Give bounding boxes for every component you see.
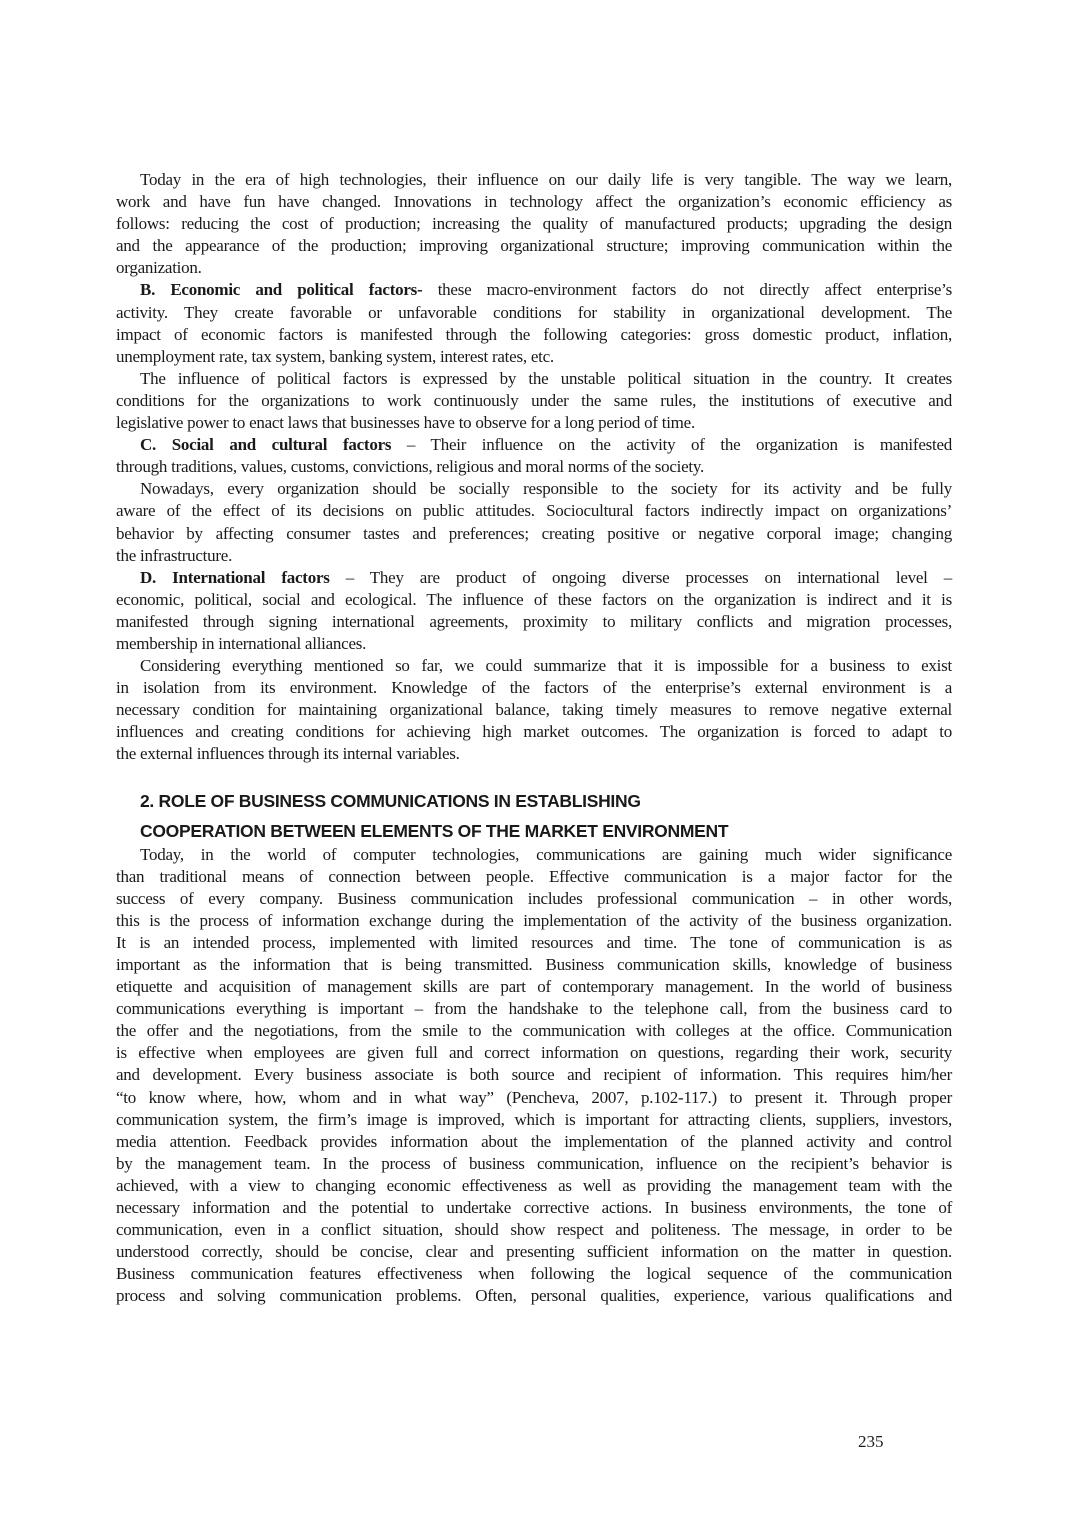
line-text: the offer and the negotiations, from the smile to the communication with colleges at the office. Communication [116, 1021, 952, 1041]
paragraph [116, 478, 952, 566]
line-text: media attention. Feedback provides information about the implementation of the planned activity and control [116, 1131, 952, 1151]
line-text: process and solving communication problems. Often, personal qualities, experience, various qualifications and [116, 1286, 952, 1306]
text-line [116, 213, 952, 235]
paragraph [116, 434, 952, 478]
text-line [116, 677, 952, 699]
line-text: economic, political, social and ecological. The influence of these factors on the organization is indirect and it is [116, 589, 952, 609]
text-line [116, 1219, 952, 1241]
paragraph [116, 169, 952, 279]
text-line [116, 1109, 952, 1131]
line-text: Business communication features effectiveness when following the logical sequence of the communication [116, 1264, 952, 1284]
line-text: in isolation from its environment. Knowledge of the factors of the enterprise’s external environment is a [116, 678, 952, 698]
text-line [116, 1131, 952, 1153]
line-text: manifested through signing international agreements, proximity to military conflicts and migration processes, [116, 611, 952, 631]
line-text: and the appearance of the production; improving organizational structure; improving communication within the [116, 236, 952, 256]
line-text: – Their influence on the activity of the organization is manifested [391, 435, 952, 455]
text-line [116, 1064, 952, 1086]
line-text: success of every company. Business communication includes professional communication – in other words, [116, 888, 952, 908]
heading-line: 2. ROLE OF BUSINESS COMMUNICATIONS IN ESTABLISHING [140, 790, 641, 811]
line-text: the external influences through its internal variables. [116, 744, 460, 764]
line-text: understood correctly, should be concise, clear and presenting sufficient information on the matter in question. [116, 1242, 952, 1262]
text-line [116, 1197, 952, 1219]
text-line [116, 169, 952, 191]
text-line [116, 1285, 952, 1307]
line-text: legislative power to enact laws that businesses have to observe for a long period of time. [116, 413, 695, 433]
text-line [116, 346, 952, 368]
text-line [116, 368, 952, 390]
text-line [116, 910, 952, 932]
page-number: 235 [858, 1432, 884, 1451]
line-text: Considering everything mentioned so far, we could summarize that it is impossible for a business to exist [140, 656, 952, 676]
text-line [116, 633, 952, 655]
text-line [116, 888, 952, 910]
text-line [116, 1042, 952, 1064]
line-text: Today, in the world of computer technologies, communications are gaining much wider significance [140, 844, 952, 864]
line-text: The influence of political factors is expressed by the unstable political situation in the country. It creates [140, 368, 952, 388]
paragraph-lead: B. Economic and political factors- [140, 280, 423, 300]
text-line [116, 567, 952, 589]
text-line [116, 1087, 952, 1109]
text-line [116, 998, 952, 1020]
paragraph [116, 279, 952, 367]
text-line [116, 257, 952, 279]
text-line [116, 390, 952, 412]
line-text: organization. [116, 258, 202, 278]
text-line [116, 412, 952, 434]
line-text: necessary information and the potential to undertake corrective actions. In business environments, the tone of [116, 1198, 952, 1218]
text-line [116, 1153, 952, 1175]
text-line [116, 523, 952, 545]
text-line [116, 279, 952, 301]
line-text: achieved, with a view to changing economic effectiveness as well as providing the management team with the [116, 1175, 952, 1195]
text-line [116, 235, 952, 257]
text-line [116, 500, 952, 522]
text-line [116, 1020, 952, 1042]
line-text: communications everything is important – from the handshake to the telephone call, from the business card to [116, 999, 952, 1019]
text-line [116, 954, 952, 976]
text-line [116, 456, 952, 478]
text-line [116, 1241, 952, 1263]
section-2-heading [116, 786, 952, 846]
text-line [116, 1263, 952, 1285]
line-text: than traditional means of connection between people. Effective communication is a major factor for the [116, 866, 952, 886]
line-text: by the management team. In the process of business communication, influence on the recipient’s behavior is [116, 1153, 952, 1173]
line-text: the infrastructure. [116, 545, 233, 565]
line-text: follows: reducing the cost of production; increasing the quality of manufactured products; upgrading the design [116, 214, 952, 234]
line-text: behavior by affecting consumer tastes and preferences; creating positive or negative corporal image; changing [116, 523, 952, 543]
line-text: influences and creating conditions for achieving high market outcomes. The organization is forced to adapt to [116, 722, 952, 742]
paragraph [116, 655, 952, 765]
text-line [116, 324, 952, 346]
line-text: impact of economic factors is manifested through the following categories: gross domestic product, inflation, [116, 324, 952, 344]
text-line [116, 434, 952, 456]
paragraph [116, 844, 952, 1308]
text-line [116, 699, 952, 721]
text-line [116, 545, 952, 567]
heading-line: COOPERATION BETWEEN ELEMENTS OF THE MARKET ENVIRONMENT [140, 820, 729, 841]
text-line [116, 655, 952, 677]
line-text: “to know where, how, whom and in what way” (Pencheva, 2007, p.102-117.) to present it. Through proper [116, 1087, 952, 1107]
line-text: – They are product of ongoing diverse processes on international level – [329, 567, 952, 587]
document-body [116, 169, 952, 1308]
line-text: communication system, the firm’s image is improved, which is important for attracting clients, suppliers, investors, [116, 1109, 952, 1129]
section-2-text [116, 844, 952, 1308]
line-text: important as the information that is being transmitted. Business communication skills, knowledge of business [116, 955, 952, 974]
text-line [116, 589, 952, 611]
line-text: Today in the era of high technologies, their influence on our daily life is very tangible. The way we learn, [140, 170, 952, 189]
line-text: communication, even in a conflict situation, should show respect and politeness. The message, in order to be [116, 1220, 952, 1240]
line-text: aware of the effect of its decisions on public attitudes. Sociocultural factors indirectly impact on organizations’ [116, 501, 952, 521]
line-text: activity. They create favorable or unfavorable conditions for stability in organizational development. The [116, 302, 952, 322]
text-line [116, 976, 952, 998]
text-line [116, 191, 952, 213]
line-text: membership in international alliances. [116, 633, 367, 653]
line-text: conditions for the organizations to work continuously under the same rules, the institutions of executive and [116, 390, 952, 410]
line-text: this is the process of information exchange during the implementation of the activity of the business organization. [116, 910, 952, 930]
section-1-text [116, 169, 952, 766]
line-text: etiquette and acquisition of management skills are part of contemporary management. In the world of business [116, 977, 952, 997]
text-line [116, 302, 952, 324]
text-line [116, 866, 952, 888]
text-line [116, 932, 952, 954]
text-line [116, 611, 952, 633]
text-line [116, 743, 952, 765]
line-text: these macro-environment factors do not directly affect enterprise’s [422, 280, 952, 300]
paragraph-lead: C. Social and cultural factors [140, 435, 392, 455]
line-text: is effective when employees are given full and correct information on questions, regarding their work, security [116, 1043, 952, 1063]
line-text: and development. Every business associate is both source and recipient of information. This requires him/her [116, 1065, 952, 1085]
line-text: Nowadays, every organization should be socially responsible to the society for its activity and be fully [140, 479, 952, 499]
paragraph [116, 567, 952, 655]
line-text: through traditions, values, customs, convictions, religious and moral norms of the society. [116, 457, 705, 477]
text-line [116, 478, 952, 500]
line-text: work and have fun have changed. Innovations in technology affect the organization’s economic efficiency as [116, 192, 952, 212]
paragraph [116, 368, 952, 434]
paragraph-lead: D. International factors [140, 567, 330, 587]
line-text: It is an intended process, implemented with limited resources and time. The tone of communication is as [116, 932, 952, 952]
line-text: necessary condition for maintaining organizational balance, taking timely measures to remove negative external [116, 700, 952, 720]
text-line [116, 844, 952, 866]
text-line [116, 1175, 952, 1197]
text-line [116, 721, 952, 743]
line-text: unemployment rate, tax system, banking system, interest rates, etc. [116, 346, 554, 366]
